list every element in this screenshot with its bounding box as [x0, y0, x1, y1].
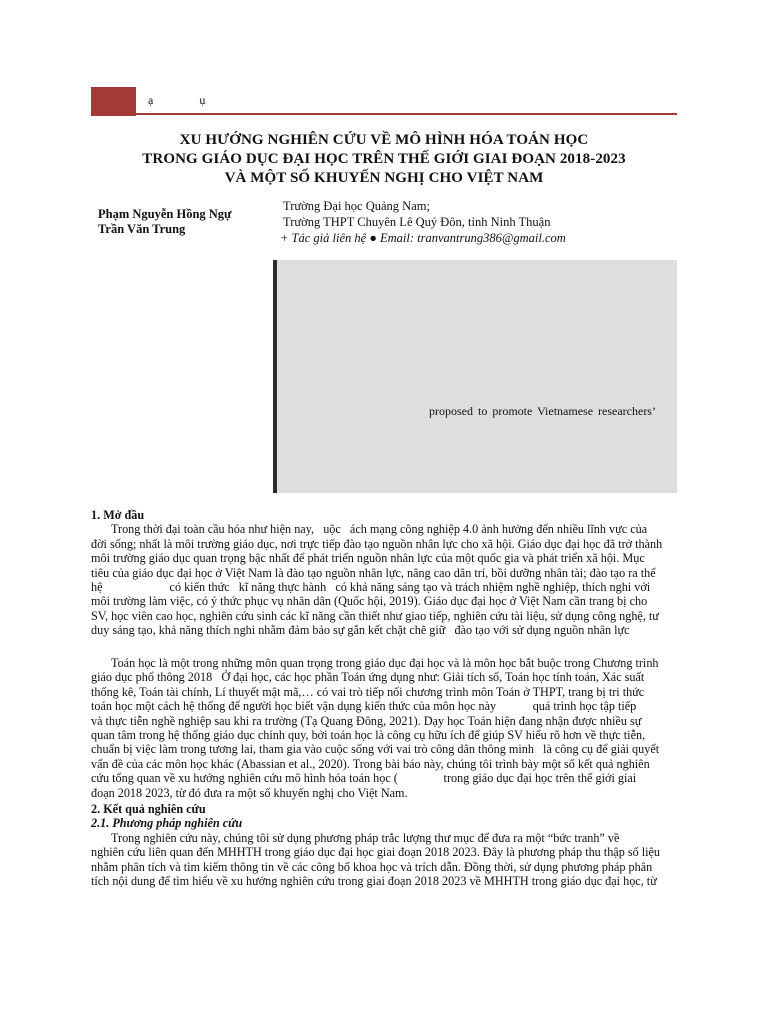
- text-line: toán học một cách hệ thống để người học biết vận dụng kiến thức của môn học này quá trình học tập tiếp: [91, 699, 637, 714]
- section-heading: 2. Kết quả nghiên cứu: [91, 802, 206, 816]
- section-results: [91, 802, 677, 888]
- text-line: cứu tổng quan về xu hướng nghiên cứu mô hình hóa toán học ( trong giáo dục đại học trên thế giới giai: [91, 771, 637, 786]
- text-line: SV, học viên cao học, nghiên cứu sinh các kĩ năng cần thiết như giao tiếp, nghiên cứu tài liệu, sử dụng công nghệ, tư: [91, 608, 659, 623]
- title-line-3: VÀ MỘT SỐ KHUYẾN NGHỊ CHO VIỆT NAM: [224, 170, 544, 186]
- title-line-1: XU HƯỚNG NGHIÊN CỨU VỀ MÔ HÌNH HÓA TOÁN HỌC: [179, 132, 589, 148]
- author-name: Phạm Nguyễn Hồng Ngự: [98, 207, 232, 221]
- subsection-heading: 2.1. Phương pháp nghiên cứu: [91, 816, 243, 831]
- paragraph: [91, 656, 677, 800]
- corresponding-author: + Tác giả liên hệ ● Email: tranvantrung386@gmail.com: [280, 231, 566, 245]
- text-line: Trong nghiên cứu này, chúng tôi sử dụng phương pháp trắc lượng thư mục để đưa ra một “bức tranh” về: [111, 830, 620, 845]
- section-introduction: [91, 508, 677, 638]
- author-list: [98, 207, 232, 237]
- paragraph: [91, 522, 677, 637]
- text-line: tiêu của giáo dục đại học ở Việt Nam là đào tạo nguồn nhân lực, nâng cao dân trí, bồi dưỡng nhân tài; đào tạo ra thế: [91, 565, 656, 580]
- abstract-side-bar: [273, 260, 277, 493]
- text-line: và thực tiễn nghề nghiệp sau khi ra trường (Tạ Quang Đông, 2021). Dạy học Toán hiện đang nhận được nhiều sự: [91, 713, 642, 728]
- affiliation-line: Trường Đại học Quảng Nam;: [283, 199, 430, 213]
- text-line: giáo dục phổ thông 2018 Ở đại học, các học phần Toán ứng dụng như: Giải tích số, Toán học tính toán, Xác suất: [91, 670, 645, 685]
- text-line: môi trường làm việc, có ý thức phục vụ nhân dân (Quốc hội, 2019). Giáo dục đại học ở Việt Nam cần trang bị cho: [91, 594, 648, 609]
- text-line: thống kê, Toán tài chính, Lí thuyết mật mã,… có vai trò tiếp nối chương trình môn Toán ở THPT, trang bị tri thức: [91, 684, 645, 699]
- section-heading: 1. Mở đầu: [91, 508, 145, 522]
- text-line: Toán học là một trong những môn quan trọng trong giáo dục đại học và là môn học bắt buộc trong Chương trình: [111, 656, 659, 670]
- author-name: Trần Văn Trung: [98, 222, 186, 236]
- running-header: [91, 87, 677, 116]
- header-text-a: ạ: [148, 93, 154, 107]
- text-line: quan tâm trong hệ thống giáo dục chính quy, bởi toán học là công cụ hữu ích để giúp SV hiểu rõ hơn về thực tiễn,: [91, 728, 646, 743]
- header-rule: [136, 113, 677, 115]
- title-line-2: TRONG GIÁO DỤC ĐẠI HỌC TRÊN THẾ GIỚI GIAI ĐOẠN 2018-2023: [142, 151, 626, 167]
- text-line: đoạn 2018 2023, từ đó đưa ra một số khuyến nghị cho Việt Nam.: [91, 785, 408, 800]
- text-line: Trong thời đại toàn cầu hóa như hiện nay, uộc ách mạng công nghiệp 4.0 ảnh hưởng đến nhiều lĩnh vực của: [111, 522, 648, 537]
- text-line: đời sống; nhất là môi trường giáo dục, nơi trực tiếp đào tạo nguồn nhân lực cho xã hội. Giáo dục đại học đã trở thành: [91, 536, 663, 551]
- text-line: nghiên cứu liên quan đến MHHTH trong giáo dục đại học giai đoạn 2018 2023. Đây là phương pháp thu thập số liệu: [91, 845, 660, 860]
- text-line: vấn đề của các môn học khác (Abassian et al., 2020). Trong bài báo này, chúng tôi trình bày một số kết quả nghiên: [91, 756, 650, 771]
- affiliation-line: Trường THPT Chuyên Lê Quý Đôn, tỉnh Ninh Thuận: [283, 215, 551, 229]
- text-line: tích nội dung để tìm hiểu về xu hướng nghiên cứu trong giai đoạn 2018 2023 về MHHTH trong giáo dục đại học, từ: [91, 874, 657, 889]
- text-line: môi trường giáo dục quan trọng bậc nhất để phát triển nguồn nhân lực của một quốc gia và phát triển xã hội. Mục: [91, 551, 645, 566]
- text-line: hệ có kiến thức kĩ năng thực hành có khả năng sáng tạo và trách nhiệm nghề nghiệp, thích nghi với: [91, 580, 651, 595]
- section-introduction-cont: [91, 656, 677, 800]
- abstract-text: proposed to promote Vietnamese researchers’: [429, 404, 656, 418]
- text-line: duy sáng tạo, khả năng thích nghi nhằm đảm bảo sự gắn kết chặt chẽ giữ đào tạo với sử dụng nguồn nhân lực: [91, 623, 630, 638]
- paper-title: [91, 131, 677, 188]
- header-color-block: [91, 87, 136, 116]
- header-text-b: ụ: [199, 93, 206, 107]
- abstract-box: [273, 260, 677, 493]
- affiliations: [280, 198, 566, 246]
- header-text: [148, 93, 251, 108]
- text-line: chuẩn bị việc làm trong tương lai, tham gia vào cuộc sống với vai trò công dân thông minh là công cụ để giải quyết: [91, 742, 660, 757]
- paragraph: [91, 831, 677, 889]
- text-line: nhằm phân tích và tìm kiếm thông tin về các công bố khoa học và trích dẫn. Đồng thời, sử dụng phương pháp phân: [91, 859, 653, 874]
